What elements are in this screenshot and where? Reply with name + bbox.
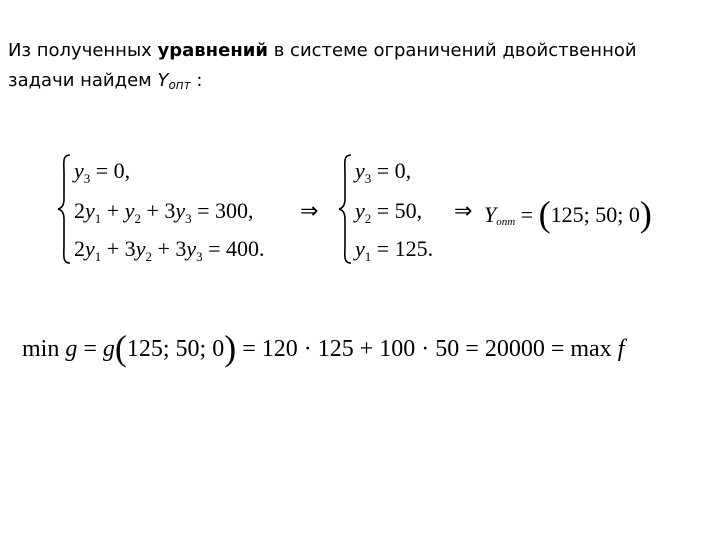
intro-text-1: Из полученных — [8, 40, 158, 61]
intro-text-2: в системе ограничений двойственной — [268, 40, 637, 61]
system1-row2: $2y_1 + y_2 + 3y_3 = 300$, — [74, 198, 254, 226]
system2-row2: $y_2 = 50$, — [355, 198, 423, 226]
y-opt-result: Yопт = (125; 50; 0) — [484, 194, 652, 234]
intro-y-subscript: опт — [168, 78, 191, 92]
intro-paragraph — [8, 36, 708, 100]
implies-arrow-1: ⇒ — [300, 199, 319, 224]
system1-brace — [56, 153, 72, 265]
system1-row1: $y_3 = 0$, — [74, 158, 131, 186]
system2-brace — [337, 153, 353, 265]
intro-y-symbol: Y — [157, 70, 169, 91]
system1-row3: $2y_1 + 3y_2 + 3y_3 = 400$. — [74, 236, 265, 264]
implies-arrow-2: ⇒ — [454, 199, 473, 224]
intro-colon: : — [190, 70, 203, 91]
system2-row3: $y_1 = 125$. — [355, 236, 434, 264]
final-equation: min g = g(125; 50; 0) = 120 · 125 + 100 · 50 = 20000 = max f — [22, 328, 625, 368]
intro-bold-word: уравнений — [157, 40, 268, 61]
intro-text-3: задачи найдем — [8, 70, 158, 91]
system2-row1: $y_3 = 0$, — [355, 158, 412, 186]
